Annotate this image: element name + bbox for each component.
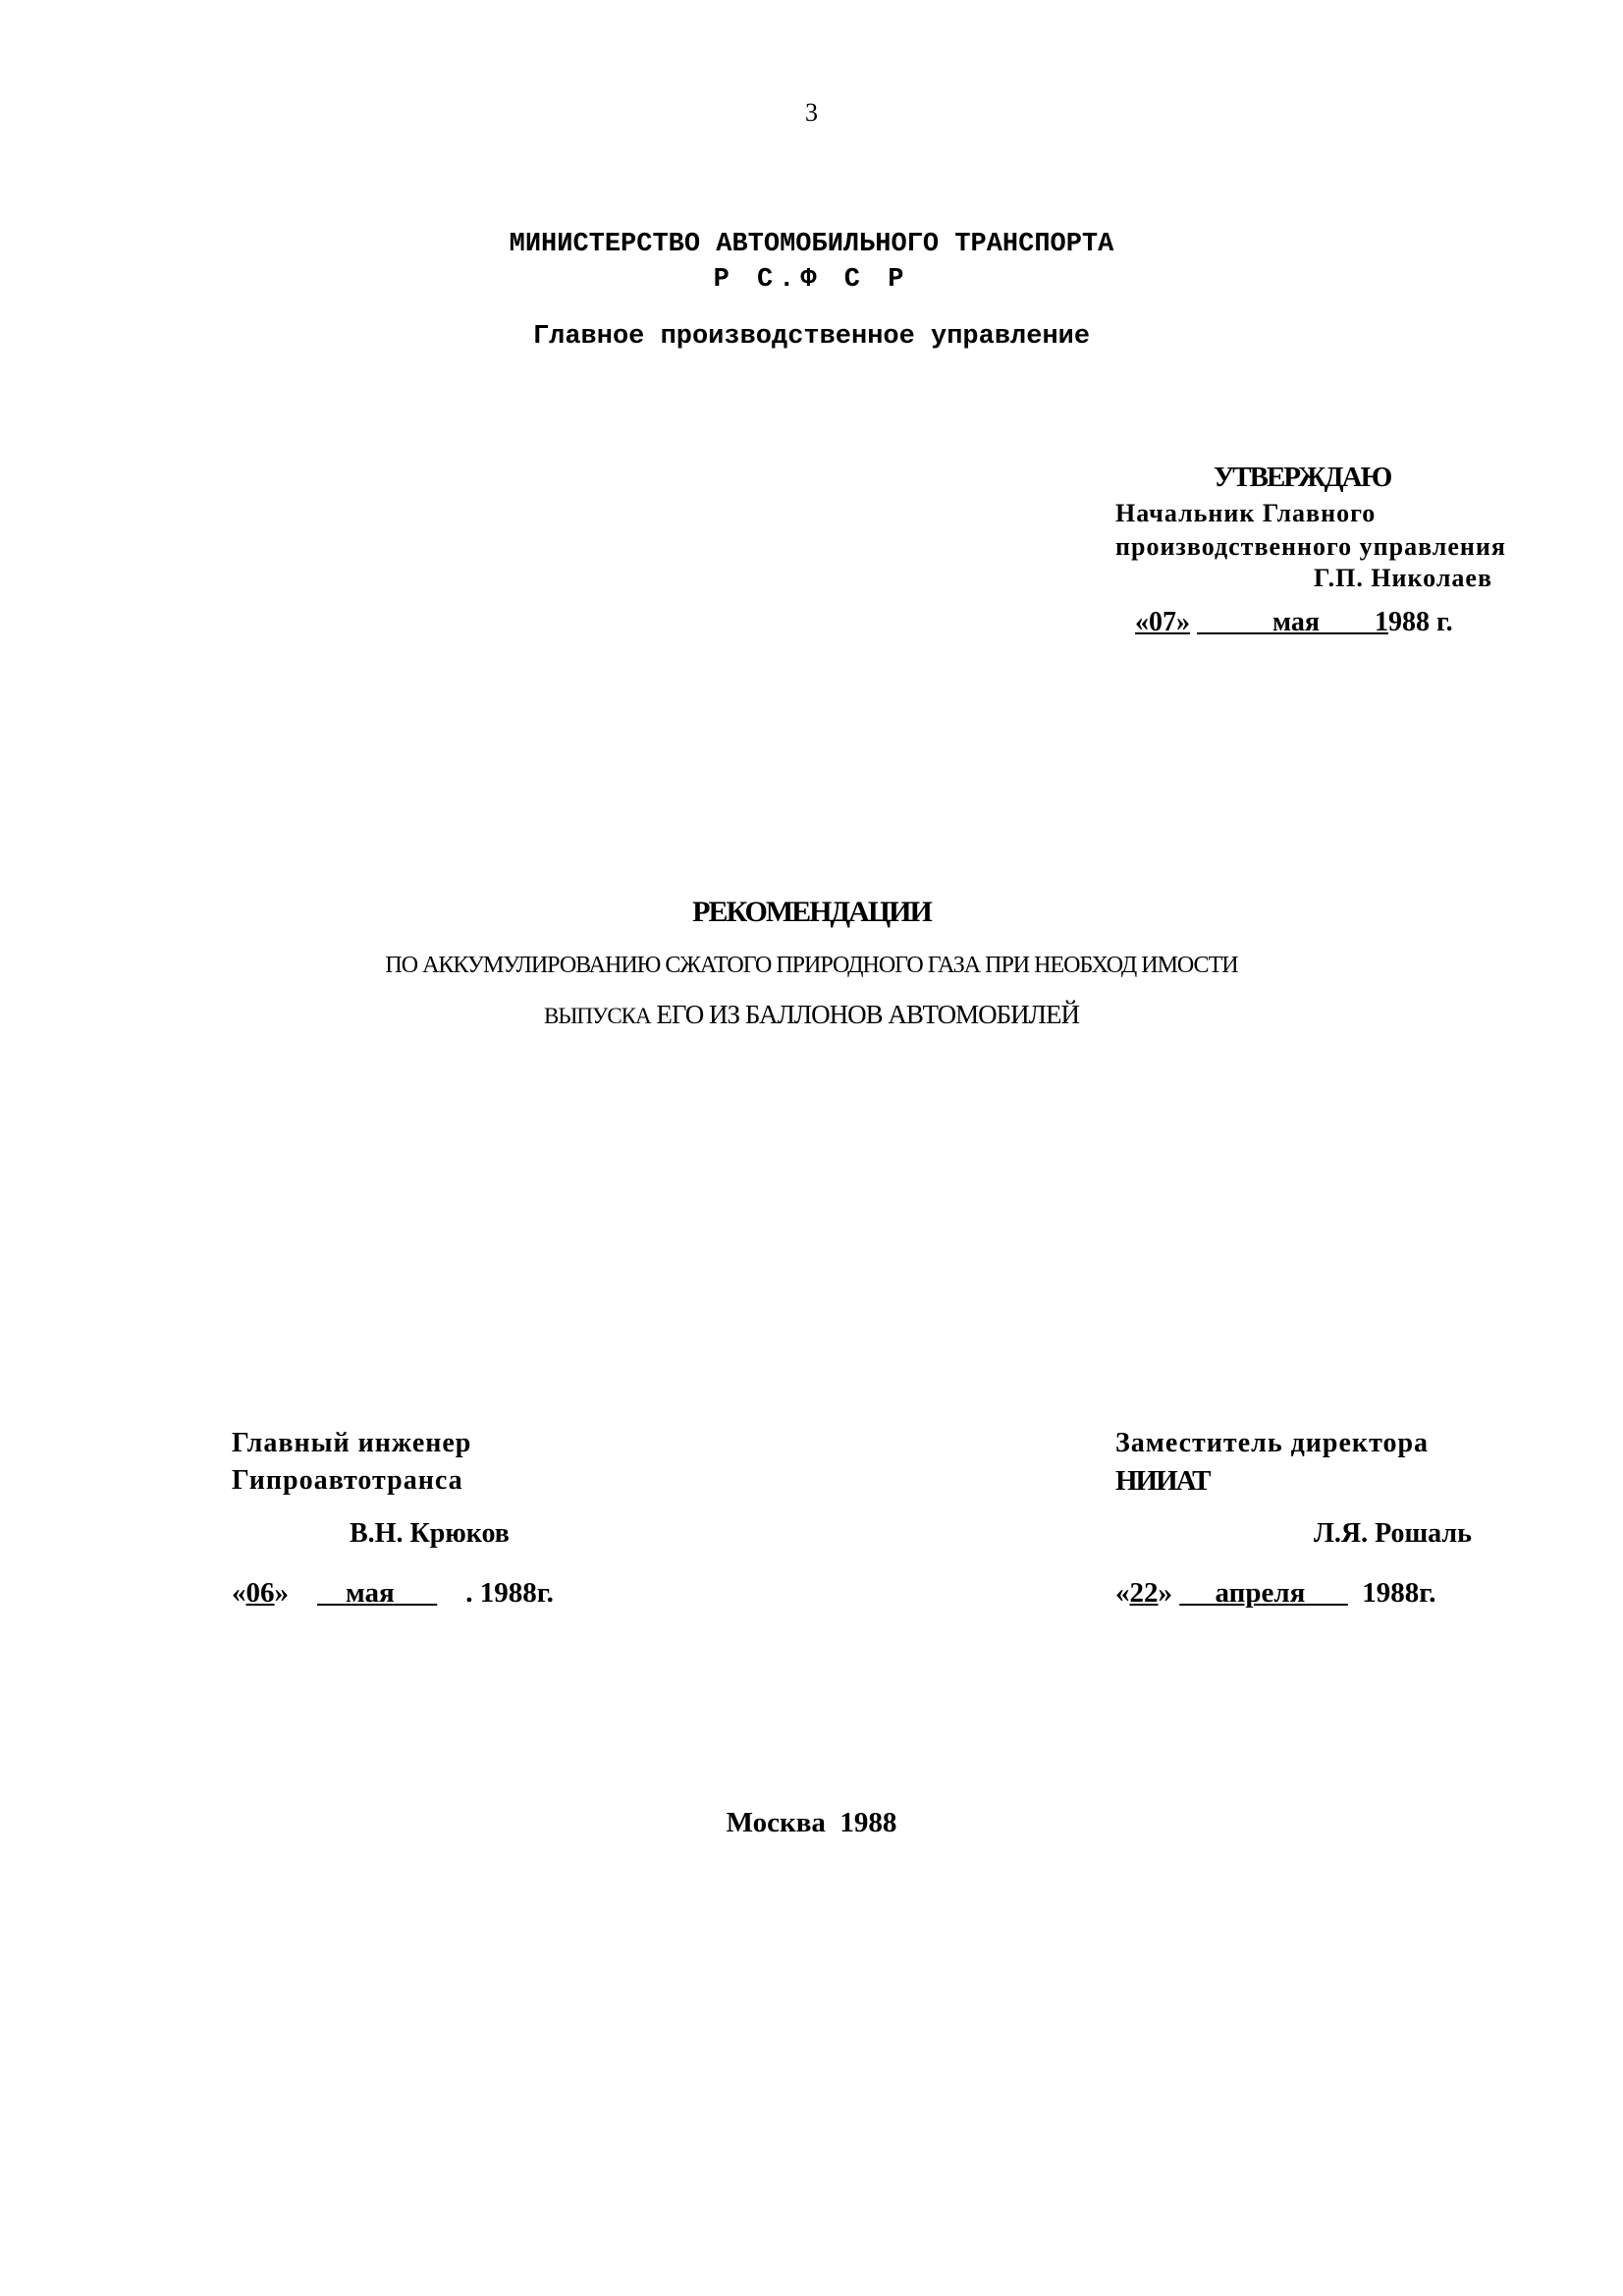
left-signatory-name: В.Н. Крюков [350,1518,510,1549]
approval-date-month: мая [1272,607,1321,637]
left-date-open-quote: « [232,1577,246,1609]
approval-date-year-underlined: 1 [1375,607,1389,637]
left-date-year: . 1988г. [465,1577,554,1609]
republic-name: Р С.Ф С Р [713,265,910,295]
document-subtitle-line2-rest: ЕГО ИЗ БАЛЛОНОВ АВТОМОБИЛЕЙ [656,1000,1079,1029]
document-title: РЕКОМЕНДАЦИИ [692,896,931,928]
approval-title: УТВЕРЖДАЮ [1214,462,1391,493]
approval-date [1135,607,1453,638]
right-date-month: апреля [1215,1577,1306,1609]
right-date-year: 1988г. [1362,1577,1436,1609]
document-subtitle-line2 [0,1000,1623,1030]
approval-position-line1: Начальник Главного [1115,499,1377,527]
right-signatory-name: Л.Я. Рошаль [1314,1518,1472,1549]
left-date-day: 06 [245,1577,275,1609]
right-signatory-date [1115,1577,1435,1610]
right-signatory-position-line2: НИИАТ [1115,1465,1210,1497]
approval-date-day: «07» [1135,607,1190,637]
document-subtitle-line2-small: ВЫПУСКА [544,1004,651,1028]
left-signatory-position-line1: Главный инженер [232,1428,472,1458]
right-date-open-quote: « [1115,1577,1130,1609]
right-date-day: 22 [1129,1577,1159,1609]
approval-date-year: 988 г. [1388,607,1453,637]
page-number: 3 [805,98,818,127]
left-signatory-position-line2: Гипроавтотранса [232,1465,463,1496]
left-date-close-quote: » [274,1577,289,1609]
approval-name: Г.П. Николаев [1314,564,1492,592]
left-signatory-date [232,1577,554,1610]
approval-position-line2: производственного управления [1115,532,1506,561]
directorate-name: Главное производственное управление [532,322,1091,352]
document-subtitle-line1: ПО АККУМУЛИРОВАНИЮ СЖАТОГО ПРИРОДНОГО ГАЗА ПРИ НЕОБХОД ИМОСТИ [385,953,1238,978]
city-year: Москва 1988 [726,1807,897,1838]
left-date-month: мая [346,1577,395,1609]
ministry-name: МИНИСТЕРСТВО АВТОМОБИЛЬНОГО ТРАНСПОРТА [509,230,1114,259]
right-date-close-quote: » [1158,1577,1172,1609]
right-signatory-position-line1: Заместитель директора [1115,1428,1430,1458]
